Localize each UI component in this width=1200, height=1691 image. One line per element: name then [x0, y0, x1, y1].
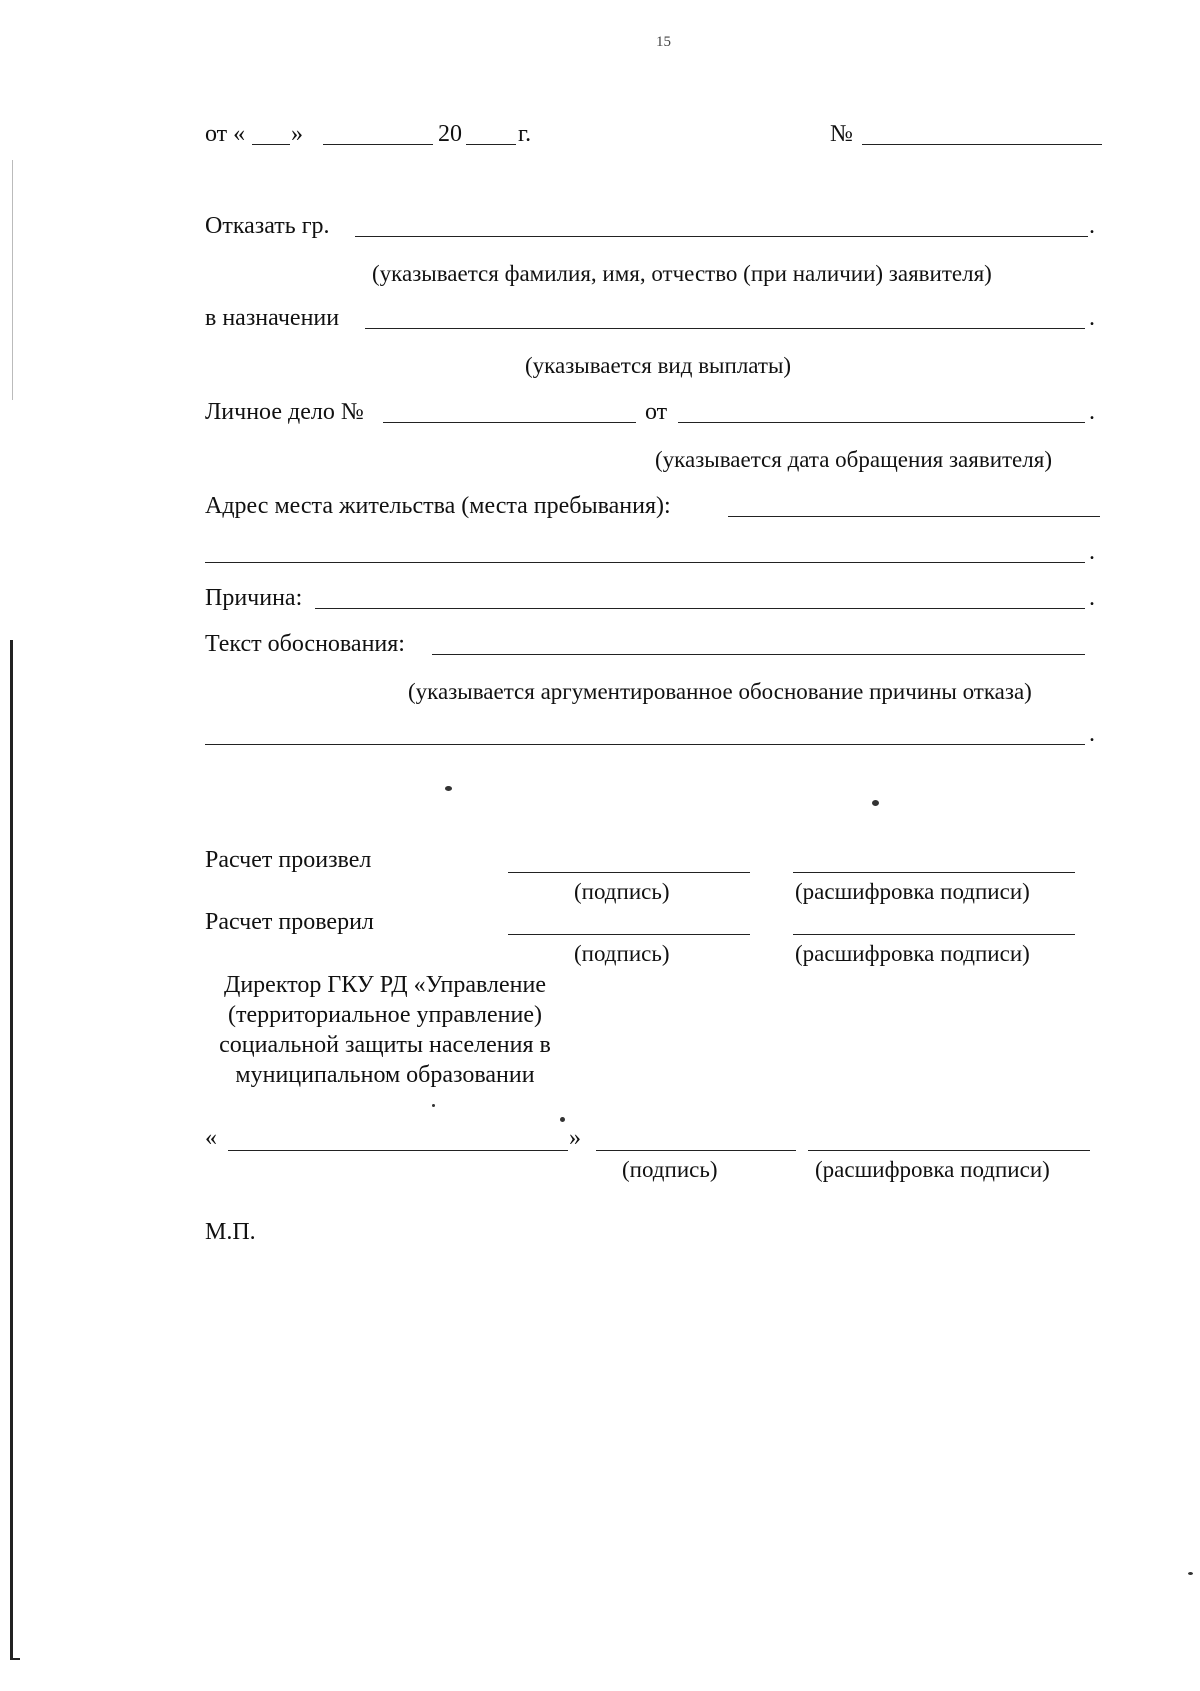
assignment-label: в назначении: [205, 305, 340, 331]
case-from: от: [645, 399, 668, 425]
scan-edge-left: [10, 640, 13, 1660]
checked-decode-hint: (расшифровка подписи): [795, 941, 1030, 966]
director-quote-open: «: [205, 1125, 217, 1151]
assignment-period: .: [1089, 305, 1095, 331]
director-signature-line: [596, 1150, 796, 1151]
case-number-line: [383, 422, 636, 423]
assignment-line: [365, 328, 1085, 329]
justification-period: .: [1089, 721, 1095, 747]
case-date-line: [678, 422, 1085, 423]
date-day-line: [252, 144, 290, 145]
refuse-line: [355, 236, 1088, 237]
reason-line: [315, 608, 1085, 609]
justification-hint: (указывается аргументированное обоснование причины отказа): [408, 679, 1032, 704]
scan-speck: [872, 800, 879, 806]
justification-label: Текст обоснования:: [205, 631, 405, 657]
scan-speck: [445, 786, 452, 791]
address-line-2: [205, 562, 1085, 563]
justification-line-2: [205, 744, 1085, 745]
number-label: №: [830, 121, 853, 147]
checked-signature-line: [508, 934, 750, 935]
calculated-signature-line: [508, 872, 750, 873]
case-hint: (указывается дата обращения заявителя): [655, 447, 1052, 472]
refuse-hint: (указывается фамилия, имя, отчество (при наличии) заявителя): [372, 261, 992, 286]
calculated-decode-line: [793, 872, 1075, 873]
calculated-label: Расчет произвел: [205, 847, 372, 873]
scan-speck: [1188, 1572, 1193, 1575]
refuse-label: Отказать гр.: [205, 213, 330, 239]
address-line-1: [728, 516, 1100, 517]
checked-decode-line: [793, 934, 1075, 935]
refuse-period: .: [1089, 213, 1095, 239]
reason-label: Причина:: [205, 585, 303, 611]
address-period: .: [1089, 539, 1095, 565]
calculated-decode-hint: (расшифровка подписи): [795, 879, 1030, 904]
stamp-place: М.П.: [205, 1219, 256, 1245]
number-line: [862, 144, 1102, 145]
director-text: Директор ГКУ РД «Управление (территориальное управление) социальной защиты населения в муниципальном образовании: [219, 972, 551, 1088]
date-month-line: [323, 144, 433, 145]
case-label: Личное дело №: [205, 399, 364, 425]
director-decode-line: [808, 1150, 1090, 1151]
address-label: Адрес места жительства (места пребывания):: [205, 493, 671, 519]
assignment-hint: (указывается вид выплаты): [525, 353, 792, 378]
page-number: 15: [656, 34, 671, 50]
reason-period: .: [1089, 585, 1095, 611]
calculated-signature-hint: (подпись): [574, 879, 670, 904]
year-line: [466, 144, 516, 145]
date-prefix: от «: [205, 121, 246, 147]
director-quote-close: »: [569, 1125, 581, 1151]
director-decode-hint: (расшифровка подписи): [815, 1157, 1050, 1182]
justification-line-1: [432, 654, 1085, 655]
year-suffix: г.: [518, 121, 532, 147]
director-name-line: [228, 1150, 568, 1151]
checked-label: Расчет проверил: [205, 909, 374, 935]
director-signature-hint: (подпись): [622, 1157, 718, 1182]
case-period: .: [1089, 399, 1095, 425]
scan-speck: [432, 1104, 435, 1107]
date-mid: »: [291, 121, 303, 147]
scan-edge-left-faint: [12, 160, 13, 400]
scan-edge-bottom: [10, 1658, 20, 1660]
scan-speck: [560, 1117, 565, 1122]
checked-signature-hint: (подпись): [574, 941, 670, 966]
year-prefix: 20: [438, 121, 462, 147]
